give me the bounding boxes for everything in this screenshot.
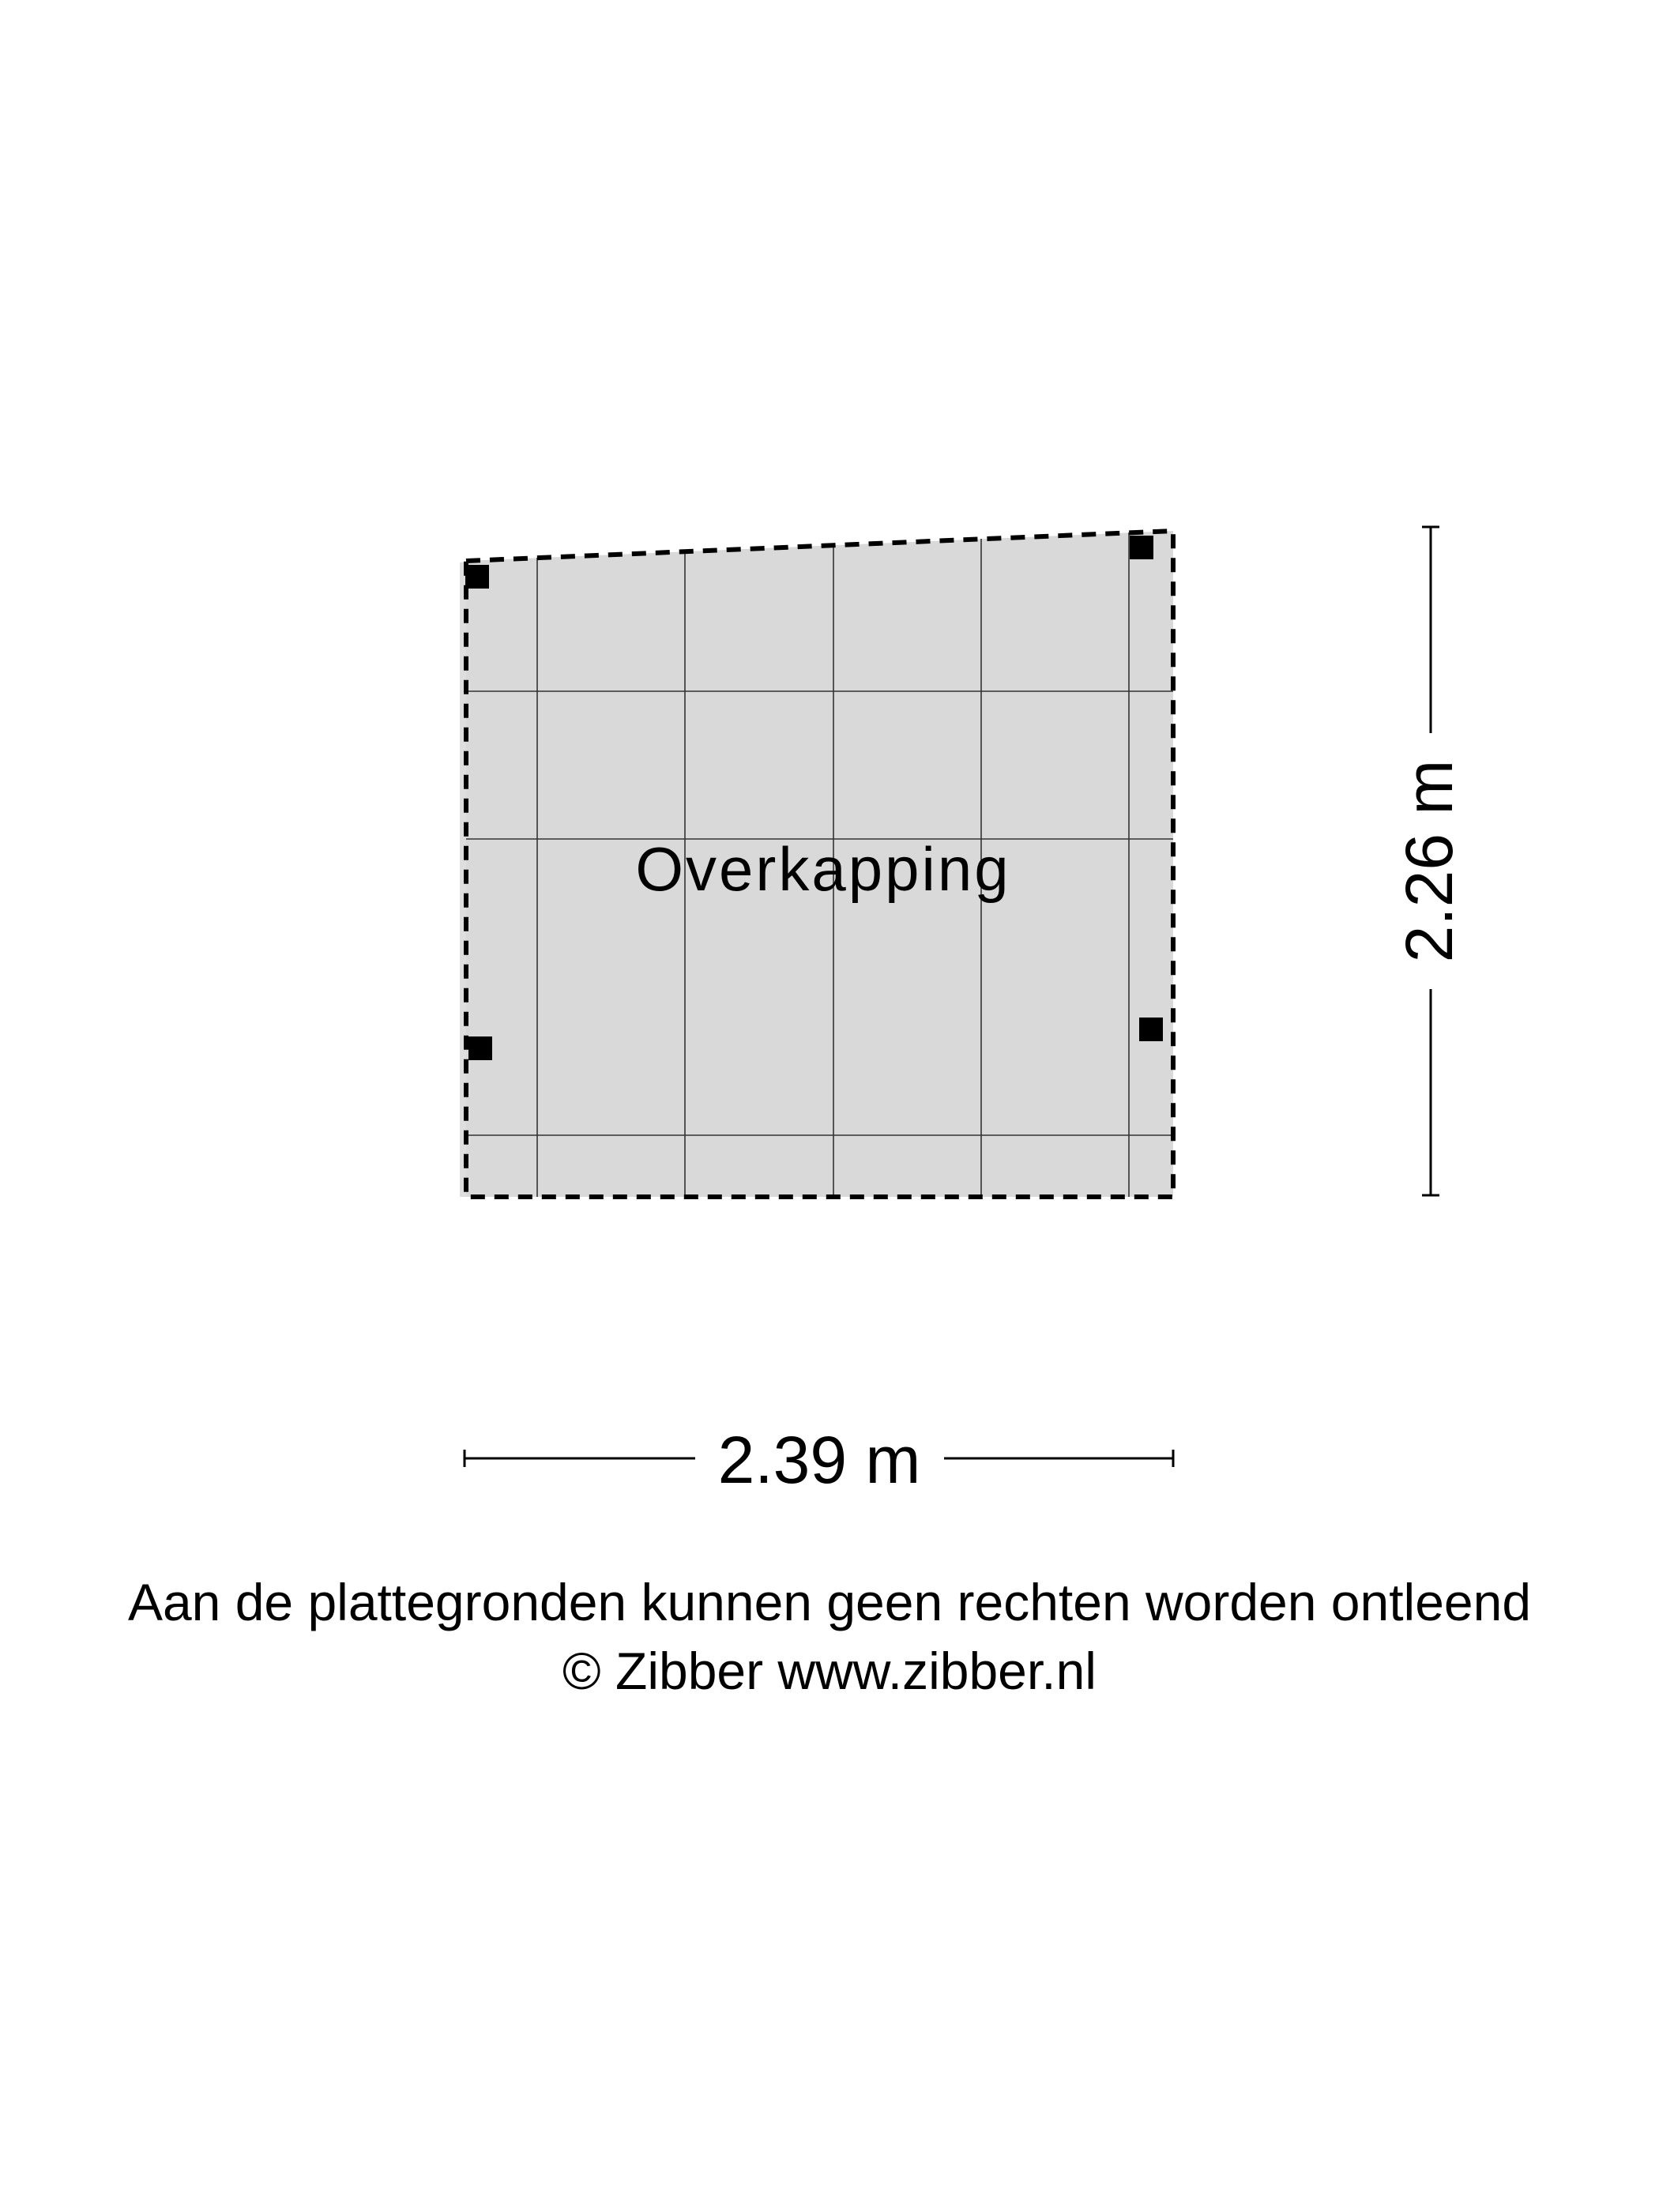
width-dimension-label: 2.39 m [717, 1423, 921, 1497]
copyright-text: © Zibber www.zibber.nl [562, 1642, 1097, 1700]
post-top-left [465, 565, 489, 589]
post-bottom-left [468, 1036, 492, 1060]
post-top-right [1130, 536, 1153, 559]
post-bottom-right [1139, 1018, 1163, 1041]
room-label: Overkapping [635, 834, 1011, 904]
disclaimer-text: Aan de plattegronden kunnen geen rechten worden ontleend [127, 1573, 1532, 1631]
height-dimension-label: 2.26 m [1392, 759, 1466, 963]
